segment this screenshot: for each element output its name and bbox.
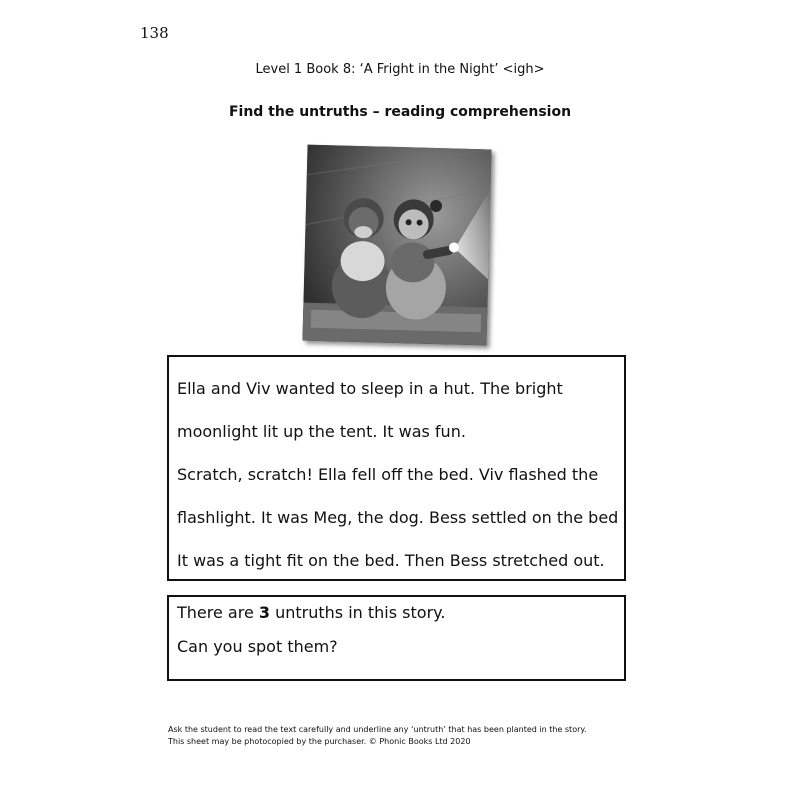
story-line: moonlight lit up the tent. It was fun.	[177, 422, 466, 441]
footer-line: This sheet may be photocopied by the purchaser. © Phonic Books Ltd 2020	[168, 737, 471, 746]
count-suffix: untruths in this story.	[270, 603, 446, 622]
book-title: Level 1 Book 8: ‘A Fright in the Night’ <igh>	[255, 62, 545, 77]
story-line: It was a tight fit on the bed. Then Bess stretched out.	[177, 551, 605, 570]
story-line: Scratch, scratch! Ella fell off the bed. Viv flashed the	[177, 465, 599, 484]
page-number: 138	[140, 24, 169, 42]
count-prefix: There are	[177, 603, 259, 622]
story-line: Ella and Viv wanted to sleep in a hut. The bright	[177, 379, 563, 398]
story-text-box	[167, 355, 626, 581]
untruth-count: 3	[258, 603, 271, 622]
story-line: flashlight. It was Meg, the dog. Bess settled on the bed	[177, 508, 619, 527]
footer-instructions	[168, 724, 587, 748]
question-prompt: Can you spot them?	[177, 637, 338, 656]
page-heading: Find the untruths – reading comprehension	[228, 104, 572, 120]
question-box	[167, 595, 626, 681]
untruths-count-line	[177, 603, 445, 622]
story-illustration	[302, 145, 491, 346]
footer-line: Ask the student to read the text carefully and underline any ‘untruth’ that has been planted in the story.	[168, 725, 587, 734]
